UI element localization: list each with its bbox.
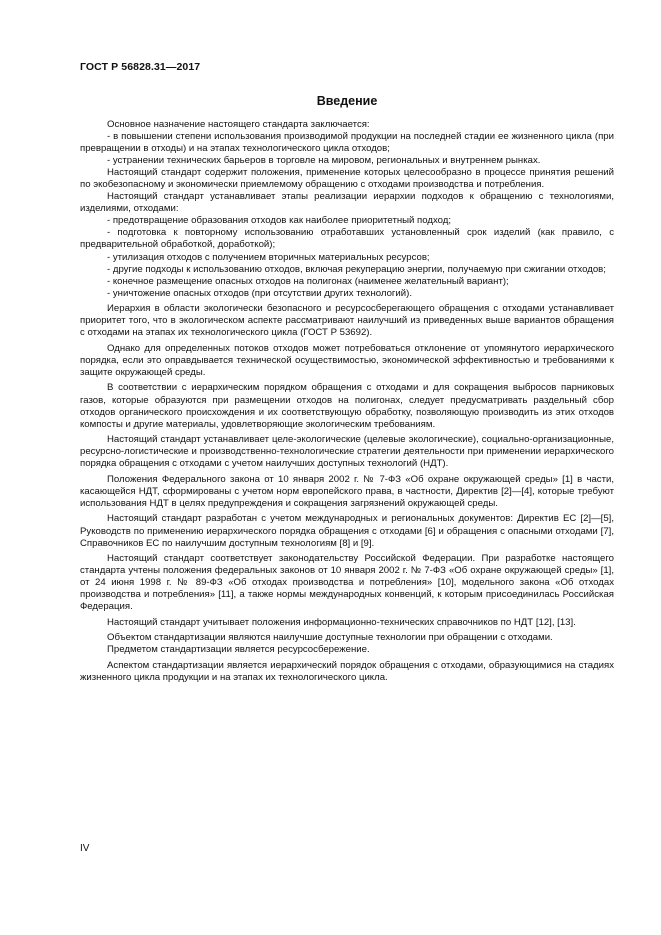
- paragraph: Настоящий стандарт содержит положения, применение которых целесообразно в процессе принятия решений по экобезопасному и экономически приемлемому обращению с отходами производства и потребления.: [80, 167, 614, 191]
- body-text: [80, 119, 614, 684]
- paragraph: Настоящий стандарт устанавливает этапы реализации иерархии подходов к обращению с технологиями, изделиями, отходами:: [80, 191, 614, 215]
- paragraph: Положения Федерального закона от 10 января 2002 г. № 7-ФЗ «Об охране окружающей среды» [1] в части, касающейся НДТ, сформированы с учетом норм европейского права, в частности, Директив [2]—[4], которые требуют использования НДТ в целях предупреждения и сокращения загрязнений окружающей среды.: [80, 473, 614, 509]
- list-item: - подготовка к повторному использованию отработавших установленный срок изделий (как правило, с предварительной обработкой, доработкой);: [80, 227, 614, 251]
- section-title: Введение: [316, 94, 378, 108]
- paragraph: Настоящий стандарт устанавливает целе-экологические (целевые экологические), социально-организационные, ресурсно-логистические и производственно-технологические стратегии деятельности при применении иерархического порядка обращения с отходами с учетом наилучших доступных технологий (НДТ).: [80, 434, 614, 470]
- paragraph: Иерархия в области экологически безопасного и ресурсосберегающего обращения с отходами устанавливает приоритет того, что в экологическом аспекте рассматривают наилучший из приведенных выше вариантов обращения с отходами на этапах их технологического цикла (ГОСТ Р 53692).: [80, 303, 614, 339]
- page-number: IV: [80, 843, 90, 854]
- document-code: ГОСТ Р 56828.31—2017: [80, 61, 201, 73]
- paragraph: В соответствии с иерархическим порядком обращения с отходами и для сокращения выбросов парниковых газов, которые образуются при размещении отходов на полигонах, следует предусматривать раздельный сбор отходов органического происхождения и их соответствующую обработку, позволяющую производить из этих отходов компосты и другие материалы, удовлетворяющие экологическим требованиям.: [80, 382, 614, 430]
- paragraph: Аспектом стандартизации является иерархический порядок обращения с отходами, образующимися на стадиях жизненного цикла продукции и на этапах их технологического цикла.: [80, 659, 614, 684]
- paragraph: Объектом стандартизации являются наилучшие доступные технологии при обращении с отходами.: [107, 632, 553, 644]
- paragraph: Настоящий стандарт соответствует законодательству Российской Федерации. При разработке настоящего стандарта учтены положения федеральных законов от 10 января 2002 г. № 7-ФЗ «Об охране окружающей среды» [1], от 24 июня 1998 г. № 89-ФЗ «Об отходах производства и потребления» [10], модельного закона «Об отходах производства и потребления» [11], а также нормы международных конвенций, к которым присоединилась Российская Федерация.: [80, 553, 614, 613]
- paragraph: Предметом стандартизации является ресурсосбережение.: [107, 644, 370, 656]
- list-item: - утилизация отходов с получением вторичных материальных ресурсов;: [107, 251, 430, 263]
- list-item: - в повышении степени использования производимой продукции на последней стадии ее жизненного цикла (при превращении в отходы) и на этапах технологического цикла отходов;: [80, 131, 614, 155]
- list-item: - другие подходы к использованию отходов, включая рекуперацию энергии, получаемую при сжигании отходов;: [107, 263, 606, 275]
- paragraph: Однако для определенных потоков отходов может потребоваться отклонение от упомянутого иерархического порядка, если это оправдывается технической осуществимостью, экономической эффективностью и требованиями к защите окружающей среды.: [80, 342, 614, 378]
- list-item: - уничтожение опасных отходов (при отсутствии других технологий).: [107, 287, 412, 299]
- paragraph: Настоящий стандарт разработан с учетом международных и региональных документов: Директив ЕС [2]—[5], Руководств по применению иерархического порядка обращения с отходами [6] и обращения с опасными отходами [7], Справочников ЕС по наилучшим доступным технологиям [8] и [9].: [80, 513, 614, 549]
- list-item: - конечное размещение опасных отходов на полигонах (наименее желательный вариант);: [107, 275, 509, 287]
- list-item: - устранении технических барьеров в торговле на мировом, региональных и внутреннем рынках.: [107, 155, 541, 167]
- paragraph: Основное назначение настоящего стандарта заключается:: [107, 119, 370, 130]
- list-item: - предотвращение образования отходов как наиболее приоритетный подход;: [107, 215, 452, 227]
- paragraph: Настоящий стандарт учитывает положения информационно-технических справочников по НДТ [12], [13].: [107, 616, 576, 628]
